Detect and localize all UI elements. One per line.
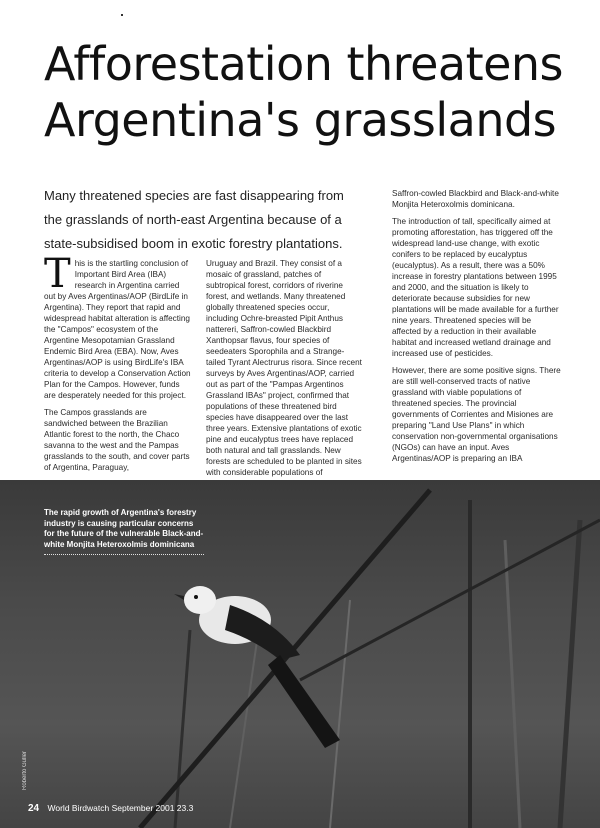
page-footer [28, 802, 328, 815]
paragraph: However, there are some positive signs. There are still well-conserved tracts of native grassland with viable populations of threatened species. The provincial governments of Corrientes and Misiones are preparing "Land Use Plans" in which conservation non-governmental organisations (NGOs) can have an input. Aves Argentinas/AOP is preparing an IBA [392, 366, 561, 463]
grass-stem [505, 540, 520, 828]
paragraph [44, 251, 192, 401]
bird-head [184, 586, 216, 614]
article-column-1 [44, 251, 192, 479]
bird-beak [174, 594, 184, 600]
page-number: 24 [28, 803, 40, 814]
grass-stem [175, 630, 190, 828]
article-column-2 [206, 258, 362, 484]
grass-stem [230, 620, 260, 828]
paragraph-text: his is the startling conclusion of Important Bird Area (IBA) research in Argentina carried out by Aves Argentinas/AOP (BirdLife in Argentina). They report that rapid and widespread habitat alteration is affecting the "Campos" ecosystem of the Argentine Mesopotamian Grassland Endemic Bird Area (EBA). Now, Aves Argentinas/AOP is using BirdLife's IBA criteria to develop a Conservation Action Plan for the Campos. However, funds are desperately needed for this project. [44, 259, 191, 400]
paragraph: The Campos grasslands are sandwiched between the Brazilian Atlantic forest to the north, the Chaco savanna to the west and the Pampas grasslands to the south, and cover parts of Argentina, Paraguay, [44, 408, 190, 472]
article-column-3 [392, 188, 562, 470]
publication-info: World Birdwatch September 2001 23.3 [47, 803, 194, 813]
bird-eye [194, 595, 198, 599]
paragraph: The introduction of tall, specifically aimed at promoting afforestation, has triggered off the widespread land-use change, with exotic conifers to be replaced by eucalyptus (eucalyptus). As a result, there was a 50% increase in forestry plantations between 1995 and 2000, and the situation is likely to deteriorate because subsidies for new plantations will be made available for a further nine years. Threatened species will be affected by a reduction in their available habitat and increased wetland drainage and increased use of pesticides. [392, 217, 559, 358]
paragraph: Uruguay and Brazil. They consist of a mosaic of grassland, patches of subtropical forest, corridors of riverine forest, and wetlands. Many threatened globally threatened species occur, including Ochre-breasted Pipit Anthus nattereri, Saffron-cowled Blackbird Xanthopsar flavus, four species of seedeaters Sporophila and a Strange-tailed Tyrant Alectrurus risora. Since recent surveys by Aves Argentinas/AOP, carried out as part of the "Pampas Argentinos Grassland IBAs" project, confirmed that populations of these threatened bird species have disappeared over the last three years. Extensive plantations of exotic pine and eucalyptus trees have replaced both natural and tall grasslands. New forests are scheduled to be planted in sites with considerable populations of [206, 259, 362, 477]
paragraph: Saffron-cowled Blackbird and Black-and-white Monjita Heteroxolmis dominicana. [392, 189, 559, 209]
photo-credit: Roberto Güller [22, 750, 28, 790]
standfirst: Many threatened species are fast disappearing from the grasslands of north-east Argentina because of a state-subsidised boom in exotic forestry plantations. [44, 188, 344, 251]
print-mark [121, 14, 123, 16]
grass-stem [330, 600, 350, 828]
headline: Afforestation threatens Argentina's grasslands [44, 37, 564, 147]
bird-tail [268, 655, 340, 748]
drop-cap: T [44, 251, 71, 297]
reed [300, 520, 600, 680]
grass-stem [560, 520, 580, 828]
photo-caption: The rapid growth of Argentina's forestry industry is causing particular concerns for the future of the vulnerable Black-and-white Monjita Heteroxolmis dominicana [44, 508, 204, 555]
